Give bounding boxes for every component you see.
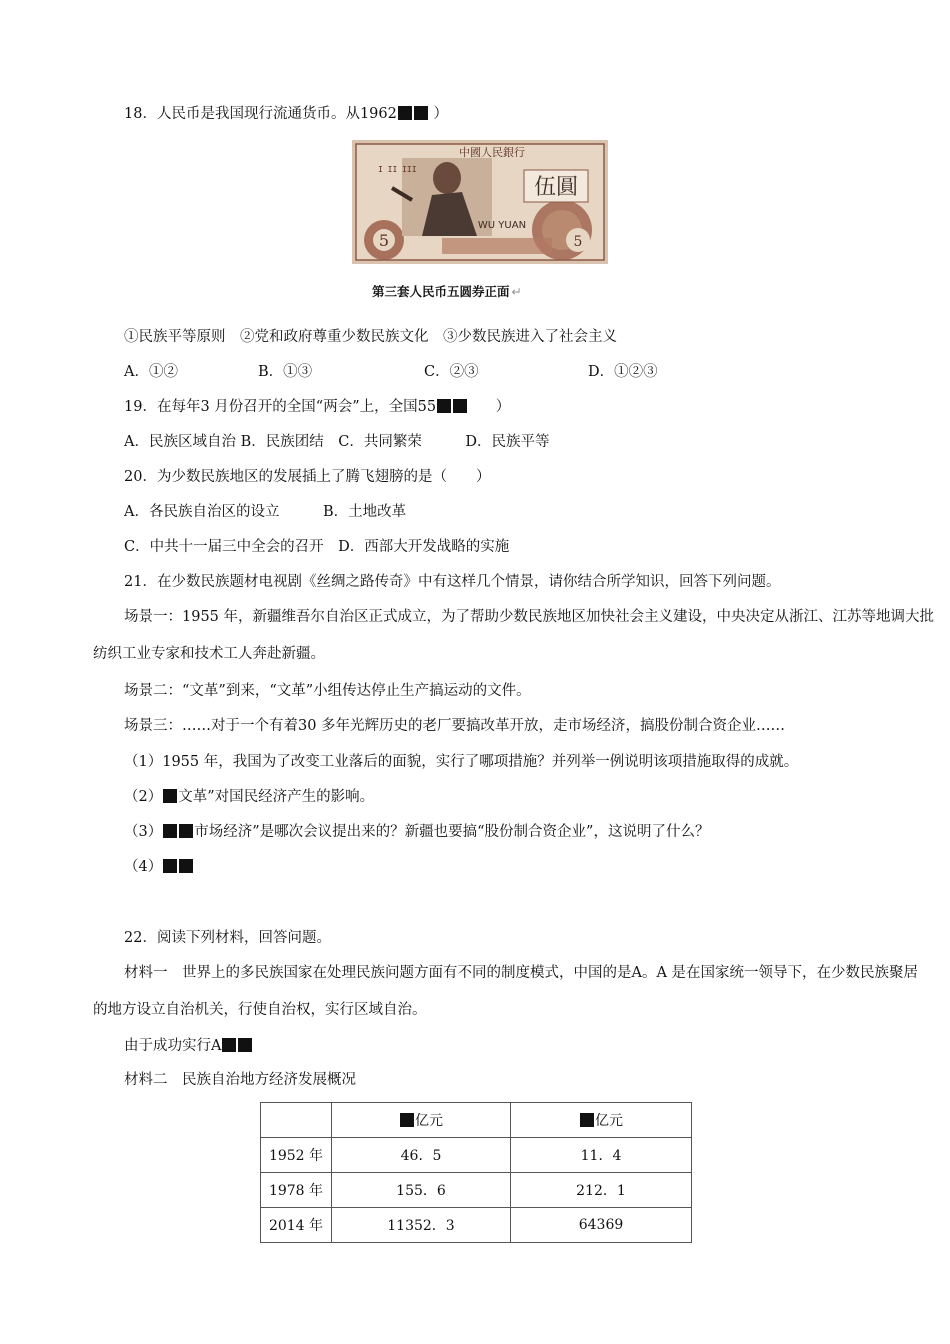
redacted-block [163, 859, 177, 873]
table-header-cell [261, 1103, 332, 1138]
banknote-english: WU YUAN [477, 220, 527, 231]
header-unit: 亿元 [415, 1113, 443, 1129]
q19-stem [124, 397, 510, 417]
q22-material1-c [124, 1036, 253, 1056]
table-cell: 11352．3 [332, 1208, 511, 1243]
q22-material1-a: 材料一 世界上的多民族国家在处理民族问题方面有不同的制度模式，中国的是A。A 是在国家统一领导下，在少数民族聚居 [124, 965, 919, 981]
banknote-bank-name: 中國人民銀行 [459, 146, 525, 159]
q22-stem: 22．阅读下列材料，回答问题。 [124, 930, 331, 946]
banknote-denomination: 伍圓 [533, 175, 579, 200]
table-cell: 212．1 [511, 1173, 692, 1208]
q18-stem [124, 104, 448, 124]
q21-sub2-num: （2） [124, 789, 163, 805]
q21-scene2: 场景二：“文革”到来，“文革”小组传达停止生产搞运动的文件。 [124, 683, 531, 699]
table-row [261, 1173, 692, 1208]
caption-text: 第三套人民币五圆券正面 [372, 284, 510, 299]
table-cell: 11．4 [511, 1138, 692, 1173]
q21-sub3-text: 市场经济”是哪次会议提出来的？新疆也要搞“股份制合资企业”，这说明了什么？ [194, 824, 710, 840]
q21-sub2-text: 文革”对国民经济产生的影响。 [178, 789, 375, 805]
table-cell-year: 2014 年 [261, 1208, 332, 1243]
banknote-num-right: 5 [573, 234, 583, 250]
return-mark: ↵ [511, 284, 522, 299]
economy-table [260, 1102, 692, 1243]
q19-options[interactable]: A．民族区域自治 B．民族团结 C．共同繁荣 D．民族平等 [124, 434, 550, 450]
q21-sub2 [124, 787, 374, 807]
banknote-image [352, 140, 608, 264]
redacted-block [238, 1038, 252, 1052]
redacted-block [179, 824, 193, 838]
q22-material1-b: 的地方设立自治机关，行使自治权，实行区域自治。 [93, 1002, 427, 1018]
q21-sub3-num: （3） [124, 824, 163, 840]
redacted-block [400, 1113, 414, 1127]
q19-stem-text: 19．在每年3 月份召开的全国“两会”上，全国55 [124, 399, 437, 415]
redacted-block [398, 106, 412, 120]
q18-option-b[interactable]: B．①③ [258, 364, 313, 380]
q21-sub1: （1）1955 年，我国为了改变工业落后的面貌，实行了哪项措施？并列举一例说明该项措施取得的成就。 [124, 754, 799, 770]
banknote-illustration [352, 140, 608, 264]
q20-options-line1[interactable]: A．各民族自治区的设立 B．土地改革 [124, 504, 407, 520]
table-cell-year: 1978 年 [261, 1173, 332, 1208]
banknote-caption [372, 282, 522, 300]
q18-option-a[interactable]: A．①② [124, 364, 178, 380]
q21-scene1-a: 场景一：1955 年，新疆维吾尔自治区正式成立，为了帮助少数民族地区加快社会主义建设，中央决定从浙江、江苏等地调大批 [124, 609, 935, 625]
q22-material1-c-text: 由于成功实行A [124, 1038, 222, 1054]
table-row [261, 1208, 692, 1243]
redacted-block [179, 859, 193, 873]
q21-sub3 [124, 822, 709, 842]
q18-statements: ①民族平等原则 ②党和政府尊重少数民族文化 ③少数民族进入了社会主义 [124, 329, 617, 345]
q18-option-c[interactable]: C．②③ [424, 364, 479, 380]
redacted-block [437, 399, 451, 413]
redacted-block [580, 1113, 594, 1127]
table-header-row [261, 1103, 692, 1138]
table-header-cell [511, 1103, 692, 1138]
table-cell: 46．5 [332, 1138, 511, 1173]
table-cell: 155．6 [332, 1173, 511, 1208]
header-unit: 亿元 [595, 1113, 623, 1129]
redacted-block [453, 399, 467, 413]
q18-stem-text: 18．人民币是我国现行流通货币。从1962 [124, 106, 397, 122]
banknote-serial: I II III [378, 165, 417, 174]
q21-sub4-num: （4） [124, 859, 163, 875]
redacted-block [163, 789, 177, 803]
q21-scene3: 场景三：……对于一个有着30 多年光辉历史的老厂要搞改革开放，走市场经济，搞股份制合资企业…… [124, 718, 786, 734]
banknote-num-left: 5 [378, 231, 390, 250]
q21-scene1-b: 纺织工业专家和技术工人奔赴新疆。 [93, 646, 325, 662]
q20-options-line2[interactable]: C．中共十一届三中全会的召开 D．西部大开发战略的实施 [124, 539, 510, 555]
q18-option-d[interactable]: D．①②③ [588, 364, 658, 380]
table-row [261, 1138, 692, 1173]
table-cell-year: 1952 年 [261, 1138, 332, 1173]
q21-stem: 21．在少数民族题材电视剧《丝绸之路传奇》中有这样几个情景，请你结合所学知识，回答下列问题。 [124, 574, 781, 590]
redacted-block [163, 824, 177, 838]
redacted-block [414, 106, 428, 120]
q19-stem-end: ） [495, 399, 511, 415]
q20-stem: 20．为少数民族地区的发展插上了腾飞翅膀的是（ ） [124, 469, 491, 485]
q21-sub4 [124, 857, 194, 877]
table-header-cell [332, 1103, 511, 1138]
q22-material2: 材料二 民族自治地方经济发展概况 [124, 1072, 356, 1088]
q18-stem-end: ） [433, 106, 448, 122]
table-cell: 64369 [511, 1208, 692, 1243]
redacted-block [222, 1038, 236, 1052]
